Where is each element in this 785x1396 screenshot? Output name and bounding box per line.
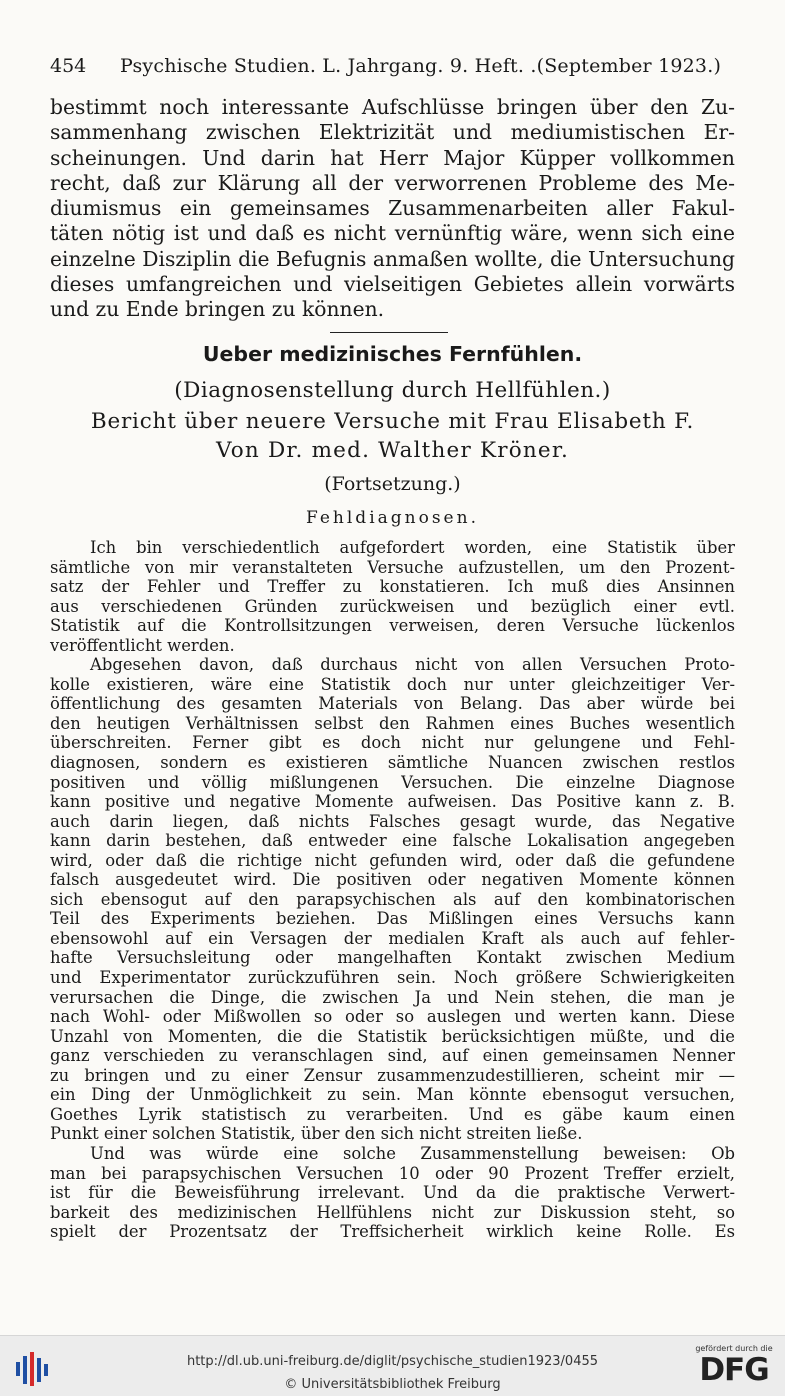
article-subtitle: (Diagnosenstellung durch Hellfühlen.) xyxy=(174,378,611,403)
text-line: veröffentlicht werden. xyxy=(50,635,235,655)
text-line: sich ebensogut auf den parapsychischen als auf den kombinatorischen xyxy=(50,889,735,909)
permalink[interactable]: http://dl.ub.uni-freiburg.de/diglit/psychische_studien1923/0455 xyxy=(186,1354,599,1369)
text-line: barkeit des medizinischen Hellfühlens nicht zur Diskussion steht, so xyxy=(50,1202,735,1222)
text-line: kann positive und negative Momente aufweisen. Das Positive kann z. B. xyxy=(50,792,735,812)
text-line: Teil des Experiments beziehen. Das Mißlingen eines Versuchs kann xyxy=(50,909,735,929)
text-line: ganz verschieden zu veranschlagen sind, auf einen gemeinsamen Nenner xyxy=(50,1046,735,1066)
text-line: spielt der Prozentsatz der Treffsicherheit wirklich keine Rolle. Es xyxy=(50,1222,735,1242)
text-line: Statistik auf die Kontrollsitzungen verweisen, deren Versuche lückenlos xyxy=(50,616,735,636)
text-line: sämtliche von mir veranstalteten Versuche aufzustellen, um den Prozent- xyxy=(50,557,735,577)
text-line: überschreiten. Ferner gibt es doch nicht nur gelungene und Fehl- xyxy=(50,733,735,753)
text-line: den heutigen Verhältnissen selbst den Rahmen eines Buches wesentlich xyxy=(50,713,735,733)
text-line: verursachen die Dinge, die zwischen Ja und Nein stehen, die man je xyxy=(50,987,735,1007)
text-line: Und was würde eine solche Zusammenstellung beweisen: Ob xyxy=(90,1143,735,1163)
text-line: auch darin liegen, daß nichts Falsches gesagt wurde, das Negative xyxy=(50,811,735,831)
text-line: kolle existieren, wäre eine Statistik doch nur unter gleichzeitiger Ver- xyxy=(50,674,735,694)
text-line: und zu Ende bringen zu können. xyxy=(50,297,385,322)
text-line: sammenhang zwischen Elektrizität und mediumistischen Er- xyxy=(50,120,735,145)
article-body xyxy=(50,538,735,1242)
text-line: satz der Fehler und Treffer zu konstatieren. Ich muß dies Ansinnen xyxy=(50,577,735,597)
text-line: täten nötig ist und daß es nicht vernünftig wäre, wenn sich eine xyxy=(50,221,735,246)
text-line: Unzahl von Momenten, die die Statistik berücksichtigen müßte, und die xyxy=(50,1026,735,1046)
text-line: recht, daß zur Klärung all der verworrenen Probleme des Me- xyxy=(50,170,735,195)
header-title: Psychische Studien. L. Jahrgang. 9. Heft. .(September 1923.) xyxy=(120,55,722,77)
text-line: ebensowohl auf ein Versagen der medialen Kraft als auch auf fehler- xyxy=(50,928,735,948)
page-number: 454 xyxy=(50,55,87,77)
article-report-line: Bericht über neuere Versuche mit Frau Elisabeth F. xyxy=(90,409,695,434)
ub-freiburg-logo-icon xyxy=(14,1350,50,1388)
text-line: Punkt einer solchen Statistik, über den sich nicht streiten ließe. xyxy=(50,1124,583,1144)
continuation-note: (Fortsetzung.) xyxy=(324,473,461,495)
text-line: positiven und völlig mißlungenen Versuchen. Die einzelne Diagnose xyxy=(50,772,735,792)
dfg-tagline: gefördert durch die xyxy=(695,1344,773,1353)
text-line: wird, oder daß die richtige nicht gefunden wird, oder daß die gefundene xyxy=(50,850,735,870)
text-line: hafte Versuchsleitung oder mangelhaften Kontakt zwischen Medium xyxy=(50,948,735,968)
intro-paragraph xyxy=(50,95,735,323)
copyright-notice: © Universitätsbibliothek Freiburg xyxy=(284,1377,501,1392)
text-line: falsch ausgedeutet wird. Die positiven oder negativen Momente können xyxy=(50,870,735,890)
text-line: Goethes Lyrik statistisch zu verarbeiten. Und es gäbe kaum einen xyxy=(50,1104,735,1124)
article-title: Ueber medizinisches Fernfühlen. xyxy=(202,342,583,366)
viewer-footer xyxy=(0,1335,785,1396)
text-line: ein Ding der Unmöglichkeit zu sein. Man könnte ebensogut versuchen, xyxy=(50,1085,735,1105)
text-line: zu bringen und zu einer Zensur zusammenzudestillieren, scheint mir — xyxy=(50,1065,735,1085)
section-divider xyxy=(330,332,448,333)
text-line: diumismus ein gemeinsames Zusammenarbeiten aller Fakul- xyxy=(50,196,735,221)
text-line: scheinungen. Und darin hat Herr Major Küpper vollkommen xyxy=(50,145,735,170)
text-line: öffentlichung des gesamten Materials von Belang. Das aber würde bei xyxy=(50,694,735,714)
text-line: Abgesehen davon, daß durchaus nicht von allen Versuchen Proto- xyxy=(90,655,735,675)
dfg-mark: DFG xyxy=(699,1352,769,1388)
text-line: bestimmt noch interessante Aufschlüsse bringen über den Zu- xyxy=(50,95,735,119)
text-line: man bei parapsychischen Versuchen 10 oder 90 Prozent Treffer erzielt, xyxy=(50,1163,735,1183)
text-line: kann darin bestehen, daß entweder eine falsche Lokalisation angegeben xyxy=(50,831,735,851)
text-line: aus verschiedenen Gründen zurückweisen und bezüglich einer evtl. xyxy=(50,596,735,616)
text-line: ist für die Beweisführung irrelevant. Und da die praktische Verwert- xyxy=(50,1183,735,1203)
text-line: diagnosen, sondern es existieren sämtliche Nuancen zwischen restlos xyxy=(50,753,735,773)
text-line: einzelne Disziplin die Befugnis anmaßen wollte, die Untersuchung xyxy=(50,246,735,271)
article-author: Von Dr. med. Walther Kröner. xyxy=(216,438,569,463)
text-line: und Experimentator zurückzuführen sein. Noch größere Schwierigkeiten xyxy=(50,968,735,988)
dfg-logo xyxy=(691,1344,777,1390)
text-line: Ich bin verschiedentlich aufgefordert worden, eine Statistik über xyxy=(90,538,735,557)
section-heading: Fehldiagnosen. xyxy=(306,508,479,528)
text-line: nach Wohl- oder Mißwollen so oder so auslegen und werten kann. Diese xyxy=(50,1007,735,1027)
text-line: dieses umfangreichen und vielseitigen Gebietes allein vorwärts xyxy=(50,272,735,297)
